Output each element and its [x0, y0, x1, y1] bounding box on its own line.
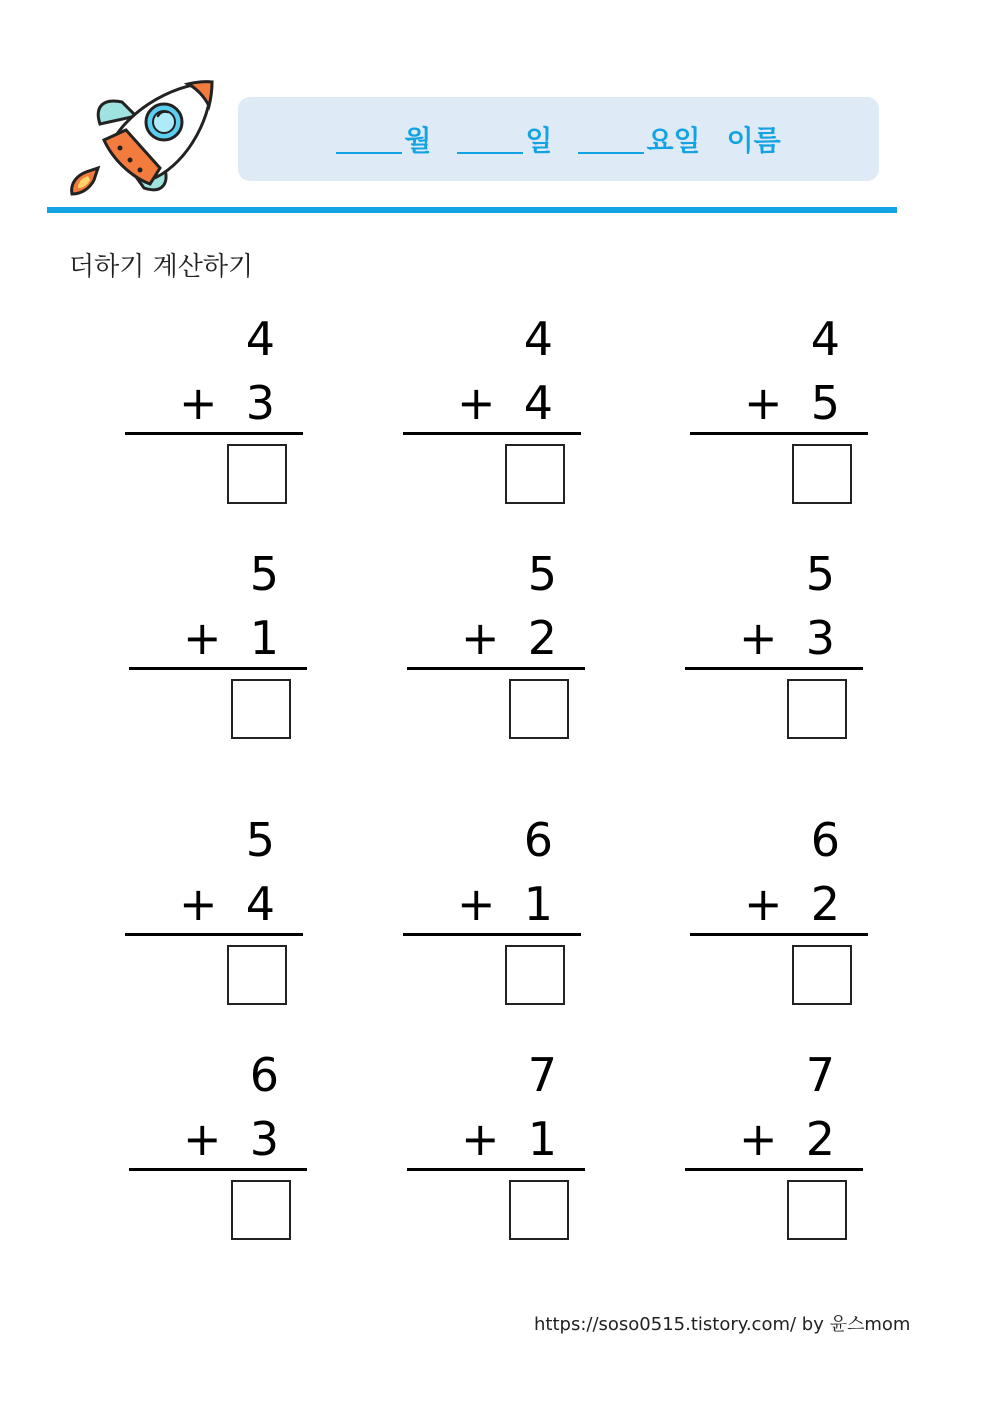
- addend-top: 7: [527, 1048, 557, 1102]
- sum-line: [690, 933, 868, 936]
- answer-box[interactable]: [227, 945, 287, 1005]
- plus-sign: +: [744, 376, 783, 430]
- plus-sign: +: [744, 877, 783, 931]
- answer-box[interactable]: [231, 1180, 291, 1240]
- sum-line: [129, 667, 307, 670]
- problem-card: [129, 1048, 309, 1252]
- answer-box[interactable]: [787, 1180, 847, 1240]
- header-divider: [47, 207, 897, 213]
- month-blank[interactable]: [336, 130, 402, 154]
- name-label: 이름: [726, 124, 781, 157]
- page-title: 더하기 계산하기: [69, 252, 254, 282]
- rocket-icon: [64, 76, 224, 200]
- answer-box[interactable]: [787, 679, 847, 739]
- addend-top: 5: [245, 813, 275, 867]
- plus-sign: +: [179, 877, 218, 931]
- plus-sign: +: [739, 1112, 778, 1166]
- month-label: 월: [404, 124, 432, 157]
- answer-box[interactable]: [792, 444, 852, 504]
- problem-card: [125, 813, 305, 1017]
- problem-card: [685, 1048, 865, 1252]
- sum-line: [125, 933, 303, 936]
- plus-sign: +: [457, 376, 496, 430]
- day-blank[interactable]: [457, 130, 523, 154]
- addend-bottom: 2: [527, 611, 557, 665]
- addend-top: 4: [523, 312, 553, 366]
- problem-card: [685, 547, 865, 751]
- date-name-fields: [238, 97, 879, 181]
- date-name-box: [238, 97, 879, 181]
- addend-bottom: 1: [523, 877, 553, 931]
- addend-bottom: 1: [527, 1112, 557, 1166]
- addend-bottom: 5: [810, 376, 840, 430]
- addend-bottom: 4: [245, 877, 275, 931]
- plus-sign: +: [179, 376, 218, 430]
- plus-sign: +: [183, 1112, 222, 1166]
- problem-card: [690, 312, 870, 516]
- sum-line: [685, 1168, 863, 1171]
- answer-box[interactable]: [227, 444, 287, 504]
- problem-card: [125, 312, 305, 516]
- day-label: 일: [525, 124, 553, 157]
- plus-sign: +: [739, 611, 778, 665]
- answer-box[interactable]: [792, 945, 852, 1005]
- addend-bottom: 3: [805, 611, 835, 665]
- problem-card: [407, 1048, 587, 1252]
- answer-box[interactable]: [505, 945, 565, 1005]
- sum-line: [129, 1168, 307, 1171]
- addend-top: 4: [810, 312, 840, 366]
- addend-bottom: 4: [523, 376, 553, 430]
- sum-line: [403, 432, 581, 435]
- sum-line: [403, 933, 581, 936]
- problem-card: [407, 547, 587, 751]
- problem-card: [403, 312, 583, 516]
- addend-bottom: 3: [245, 376, 275, 430]
- answer-box[interactable]: [231, 679, 291, 739]
- answer-box[interactable]: [505, 444, 565, 504]
- plus-sign: +: [461, 1112, 500, 1166]
- addend-top: 5: [249, 547, 279, 601]
- footer-credit: https://soso0515.tistory.com/ by 윤스mom: [534, 1314, 911, 1335]
- addend-bottom: 2: [805, 1112, 835, 1166]
- problem-card: [690, 813, 870, 1017]
- answer-box[interactable]: [509, 679, 569, 739]
- addend-top: 5: [527, 547, 557, 601]
- problem-card: [403, 813, 583, 1017]
- addend-top: 6: [523, 813, 553, 867]
- weekday-blank[interactable]: [578, 130, 644, 154]
- addend-bottom: 1: [249, 611, 279, 665]
- addend-top: 4: [245, 312, 275, 366]
- sum-line: [690, 432, 868, 435]
- addend-top: 7: [805, 1048, 835, 1102]
- sum-line: [407, 1168, 585, 1171]
- addend-top: 6: [810, 813, 840, 867]
- plus-sign: +: [183, 611, 222, 665]
- addend-top: 5: [805, 547, 835, 601]
- sum-line: [125, 432, 303, 435]
- weekday-label: 요일: [646, 124, 701, 157]
- addend-bottom: 3: [249, 1112, 279, 1166]
- sum-line: [685, 667, 863, 670]
- answer-box[interactable]: [509, 1180, 569, 1240]
- addend-top: 6: [249, 1048, 279, 1102]
- problem-card: [129, 547, 309, 751]
- sum-line: [407, 667, 585, 670]
- addend-bottom: 2: [810, 877, 840, 931]
- plus-sign: +: [461, 611, 500, 665]
- plus-sign: +: [457, 877, 496, 931]
